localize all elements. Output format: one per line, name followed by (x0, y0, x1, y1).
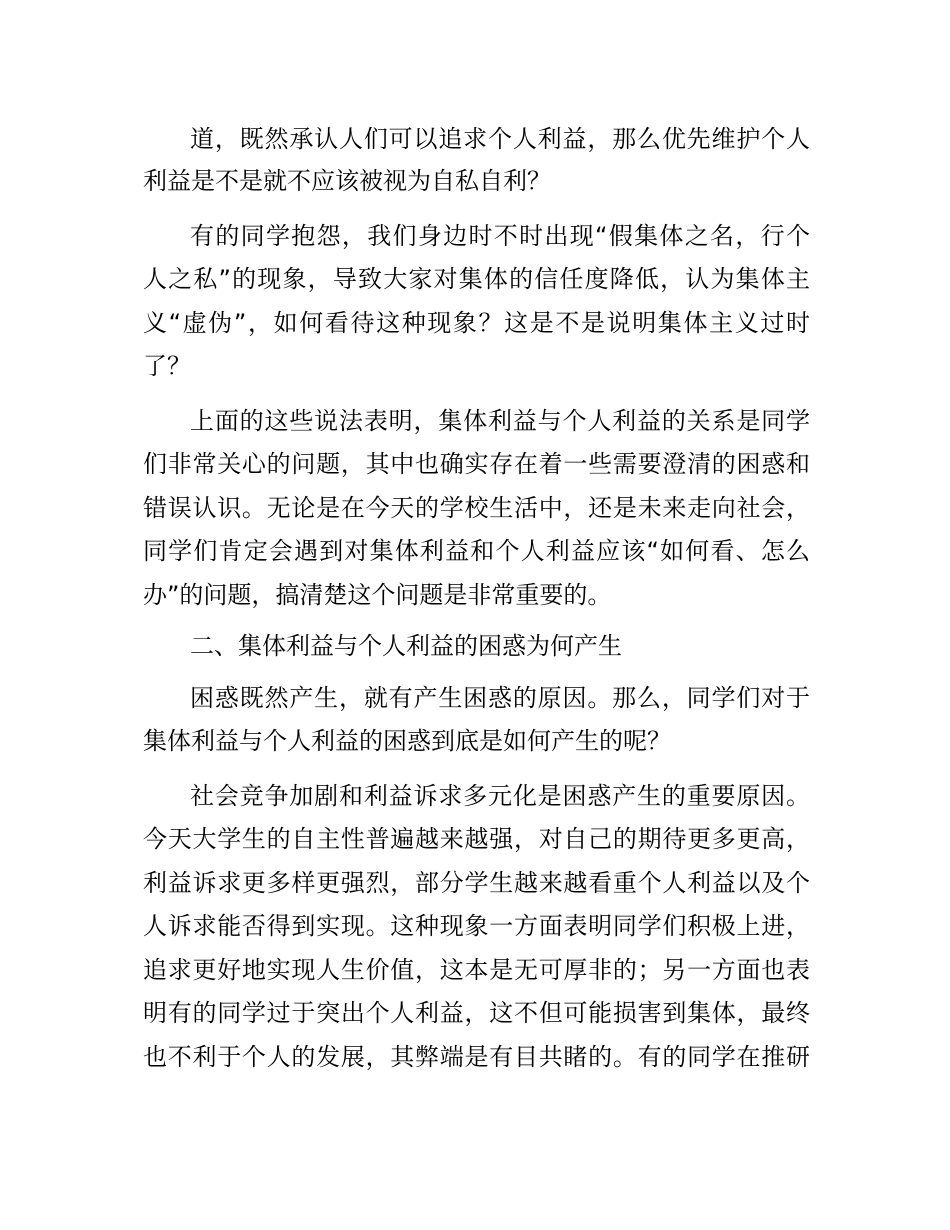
text-line: 人之私”的现象，导致大家对集体的信任度降低，认为集体主 (143, 265, 810, 293)
text-line: 有的同学抱怨，我们身边时不时出现“假集体之名，行个 (190, 222, 810, 250)
text-line: 们非常关心的问题，其中也确实存在着一些需要澄清的困惑和 (143, 450, 810, 478)
text-line: 也不利于个人的发展，其弊端是有目共睹的。有的同学在推研 (143, 1043, 810, 1071)
text-line: 今天大学生的自主性普遍越来越强，对自己的期待更多更高， (143, 825, 810, 853)
text-line: 集体利益与个人利益的困惑到底是如何产生的呢？ (143, 727, 671, 755)
text-line: 义“虚伪”，如何看待这种现象？这是不是说明集体主义过时 (143, 309, 810, 337)
text-line: 同学们肯定会遇到对集体利益和个人利益应该“如何看、怎么 (143, 537, 810, 565)
text-line: 明有的同学过于突出个人利益，这不但可能损害到集体，最终 (143, 999, 810, 1027)
text-line: 了？ (143, 352, 191, 380)
text-line: 追求更好地实现人生价值，这本是无可厚非的；另一方面也表 (143, 956, 810, 984)
text-line: 利益是不是就不应该被视为自私自利？ (143, 167, 551, 195)
text-line: 道，既然承认人们可以追求个人利益，那么优先维护个人 (190, 125, 810, 153)
text-line: 二、集体利益与个人利益的困惑为何产生 (190, 632, 622, 660)
text-line: 错误认识。无论是在今天的学校生活中，还是未来走向社会， (143, 494, 810, 522)
text-line: 办”的问题，搞清楚这个问题是非常重要的。 (143, 581, 612, 609)
text-line: 上面的这些说法表明，集体利益与个人利益的关系是同学 (190, 407, 810, 435)
text-line: 困惑既然产生，就有产生困惑的原因。那么，同学们对于 (190, 684, 810, 712)
text-line: 利益诉求更多样更强烈，部分学生越来越看重个人利益以及个 (143, 869, 810, 897)
text-line: 人诉求能否得到实现。这种现象一方面表明同学们积极上进， (143, 912, 810, 940)
text-line: 社会竞争加剧和利益诉求多元化是困惑产生的重要原因。 (190, 782, 810, 810)
